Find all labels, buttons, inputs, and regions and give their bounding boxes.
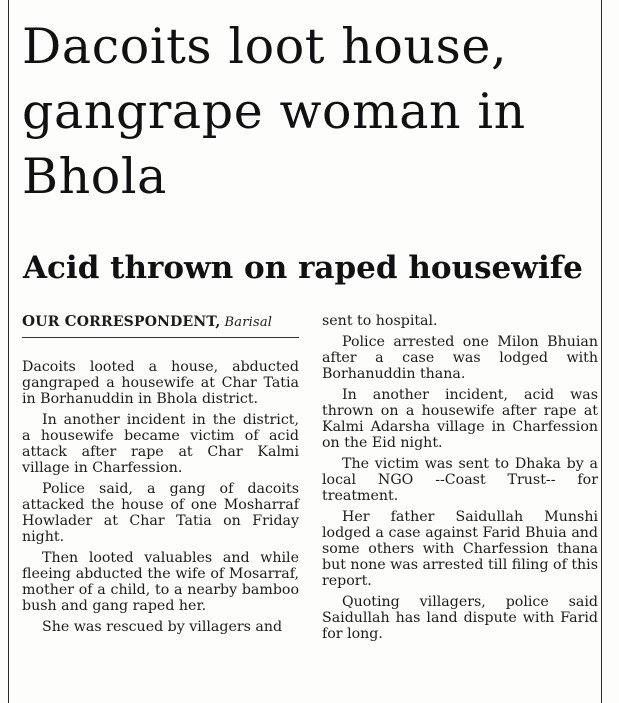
headline: Dacoits loot house, gangrape woman in Bhola xyxy=(22,18,526,205)
byline-rest-1: UR xyxy=(35,314,65,330)
paragraph: Dacoits looted a house, abducted gangraped a housewife at Char Tatia in Borhanuddin in Bhola district. xyxy=(22,359,299,407)
article-column-left xyxy=(22,313,299,640)
article-column-right xyxy=(322,313,598,647)
byline-rest-2: ORRESPONDENT, xyxy=(76,314,221,330)
paragraph: She was rescued by villagers and xyxy=(42,619,283,635)
paragraph: Her father Saidullah Munshi lodged a case against Farid Bhuia and some others with Charfession thana but none was arrested till filing of this report. xyxy=(322,509,598,589)
paragraph: Police said, a gang of dacoits attacked the house of one Mosharraf Howlader at Char Tatia on Friday night. xyxy=(22,481,299,545)
paragraph: In another incident in the district, a housewife became victim of acid attack after rape at Char Kalmi village in Charfession. xyxy=(22,412,299,476)
paragraph: In another incident, acid was thrown on a housewife after rape at Kalmi Adarsha village in Charfession on the Eid night. xyxy=(322,387,598,451)
paragraph: Police arrested one Milon Bhuian after a case was lodged with Borhanuddin thana. xyxy=(322,334,598,382)
byline xyxy=(22,313,299,338)
column-rule-left xyxy=(8,0,9,703)
paragraph: sent to hospital. xyxy=(322,313,438,329)
column-rule-right xyxy=(601,0,602,703)
subheadline: Acid thrown on raped housewife xyxy=(23,250,583,286)
byline-place: Barisal xyxy=(224,315,273,330)
paragraph: Then looted valuables and while fleeing abducted the wife of Mosarraf, mother of a child, to a nearby bamboo bush and gang raped her. xyxy=(22,550,299,614)
byline-initial-1: O xyxy=(22,312,36,330)
paragraph: The victim was sent to Dhaka by a local NGO --Coast Trust-- for treatment. xyxy=(322,456,598,504)
paragraph: Quoting villagers, police said Saidullah has land dispute with Farid for long. xyxy=(322,594,598,642)
byline-initial-2: C xyxy=(64,312,77,330)
